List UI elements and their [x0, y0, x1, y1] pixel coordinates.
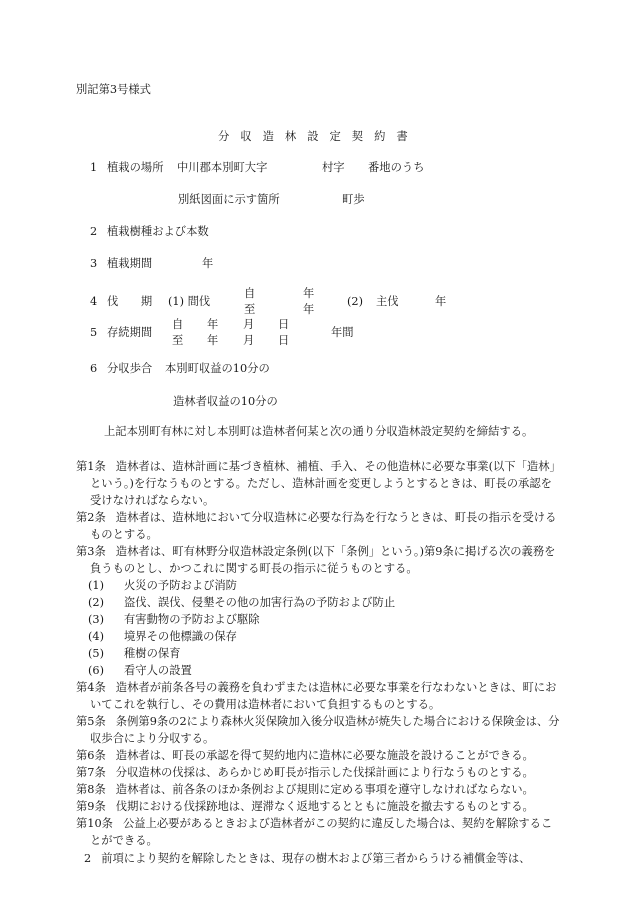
duty-item — [88, 628, 237, 645]
article-number: 第5条 — [76, 715, 106, 728]
paragraph-2 — [84, 852, 530, 866]
article-text: 公益上必要があるときおよび造林者がこの契約に違反した場合は、契約を解除することができる。 — [90, 817, 553, 847]
item-1-address: 中川郡本別町大字 — [177, 161, 268, 174]
article-text: 造林者は、造林計画に基づき植林、補植、手入、その他造林に必要な事業(以下「造林」という。)を行なうものとする。ただし、造林計画を変更しようとするときは、町長の承認を受けなければならない。 — [90, 460, 556, 507]
item-6-line1: 本別町収益の10分の — [165, 362, 270, 375]
item-4-label: 伐 期 — [107, 295, 153, 308]
item-2-number: 2 — [90, 225, 98, 238]
duty-text: 看守人の設置 — [124, 664, 192, 677]
item-5-total: 年間 — [331, 326, 354, 339]
article-5 — [76, 713, 560, 747]
duty-item — [88, 611, 260, 628]
item-4-final-cut: 主伐 — [376, 295, 399, 308]
item-4-thinning: (1) 間伐 — [168, 295, 211, 308]
article-number: 第2条 — [76, 511, 106, 524]
item-1-banchi: 番地のうち — [368, 161, 425, 174]
article-number: 第7条 — [76, 766, 106, 779]
item-5-year-from: 年 — [207, 318, 219, 331]
article-7 — [76, 764, 560, 781]
item-5-to: 至 — [172, 334, 184, 347]
item-3-label: 植栽期間 — [107, 257, 153, 270]
item-2-label: 植栽樹種および本数 — [107, 225, 209, 238]
item-5-label: 存続期間 — [107, 326, 153, 339]
article-1 — [76, 458, 560, 509]
duty-item — [88, 594, 395, 611]
item-6-line2: 造林者収益の10分の — [173, 395, 278, 408]
article-text: 条例第9条の2により森林火災保険加入後分収造林が焼失した場合における保険金は、分収歩合により分収する。 — [90, 715, 560, 745]
item-5-day-to: 日 — [278, 334, 290, 347]
item-1-line2: 別紙図面に示す箇所 — [178, 193, 280, 206]
duty-item — [88, 662, 192, 679]
item-4-p2-number: (2) — [347, 295, 364, 308]
item-6-number: 6 — [90, 362, 98, 375]
article-number: 第1条 — [76, 460, 106, 473]
item-4-year-1: 年 — [303, 287, 315, 300]
duty-text: 境界その他標識の保存 — [124, 630, 237, 643]
item-4-to: 至 — [244, 303, 256, 316]
duty-text: 有害動物の予防および駆除 — [124, 613, 260, 626]
duty-number: (6) — [88, 664, 105, 677]
item-6-label: 分収歩合 — [107, 362, 153, 375]
article-number: 第9条 — [76, 800, 106, 813]
duty-text: 稚樹の保育 — [124, 647, 181, 660]
item-4-number: 4 — [90, 295, 98, 308]
article-number: 第6条 — [76, 749, 106, 762]
paragraph-text: 前項により契約を解除したときは、現存の樹木および第三者からうける補償金等は、 — [101, 852, 531, 865]
article-text: 造林者は、造林地において分収造林に必要な行為を行なうときは、町長の指示を受けるものとする。 — [90, 511, 557, 541]
article-number: 第3条 — [76, 545, 106, 558]
duty-item — [88, 645, 181, 662]
article-3 — [76, 543, 560, 577]
item-1-unit: 町歩 — [342, 193, 365, 206]
article-number: 第8条 — [76, 783, 106, 796]
item-5-number: 5 — [90, 326, 98, 339]
article-8 — [76, 781, 560, 798]
article-2 — [76, 509, 560, 543]
item-3-number: 3 — [90, 257, 98, 270]
document-title: 分収造林設定契約書 — [218, 130, 419, 143]
item-5-year-to: 年 — [207, 334, 219, 347]
article-text: 造林者は、前各条のほか条例および規則に定める事項を遵守しなければならない。 — [115, 783, 534, 796]
article-9 — [76, 798, 560, 815]
item-5-day-from: 日 — [278, 318, 290, 331]
article-text: 造林者は、町長の承認を得て契約地内に造林に必要な施設を設けることができる。 — [115, 749, 534, 762]
item-5-month-to: 月 — [243, 334, 255, 347]
item-4-from: 自 — [244, 287, 256, 300]
item-5-month-from: 月 — [243, 318, 255, 331]
preamble: 上記本別町有林に対し本別町は造林者何某と次の通り分収造林設定契約を締結する。 — [104, 425, 534, 438]
duty-number: (3) — [88, 613, 105, 626]
duty-number: (4) — [88, 630, 105, 643]
article-number: 第10条 — [76, 817, 113, 830]
item-1-label: 植栽の場所 — [107, 161, 164, 174]
duty-number: (5) — [88, 647, 105, 660]
duty-text: 盗伐、誤伐、侵墾その他の加害行為の予防および防止 — [124, 596, 396, 609]
article-text: 造林者が前条各号の義務を負わずまたは造林に必要な事業を行なわないときは、町においてこれを執行し、その費用は造林者において負担するものとする。 — [90, 681, 557, 711]
item-4-year-2: 年 — [303, 303, 315, 316]
item-1-number: 1 — [90, 161, 98, 174]
item-1-mura: 村字 — [322, 161, 345, 174]
article-number: 第4条 — [76, 681, 106, 694]
duty-number: (1) — [88, 579, 105, 592]
article-6 — [76, 747, 560, 764]
paragraph-number: 2 — [84, 852, 92, 865]
article-text: 造林者は、町有林野分収造林設定条例(以下「条例」という。)第9条に掲げる次の義務を負うものとし、かつこれに関する町長の指示に従うものとする。 — [90, 545, 556, 575]
item-4-final-unit: 年 — [435, 295, 447, 308]
form-label: 別記第3号様式 — [76, 83, 151, 96]
duty-item — [88, 577, 237, 594]
duty-text: 火災の予防および消防 — [124, 579, 237, 592]
article-text: 伐期における伐採跡地は、遅滞なく返地するとともに施設を撤去するものとする。 — [115, 800, 534, 813]
duty-number: (2) — [88, 596, 105, 609]
item-3-unit: 年 — [202, 257, 214, 270]
item-5-from: 自 — [172, 318, 184, 331]
article-4 — [76, 679, 560, 713]
article-10 — [76, 815, 560, 849]
article-text: 分収造林の伐採は、あらかじめ町長が指示した伐採計画により行なうものとする。 — [115, 766, 534, 779]
